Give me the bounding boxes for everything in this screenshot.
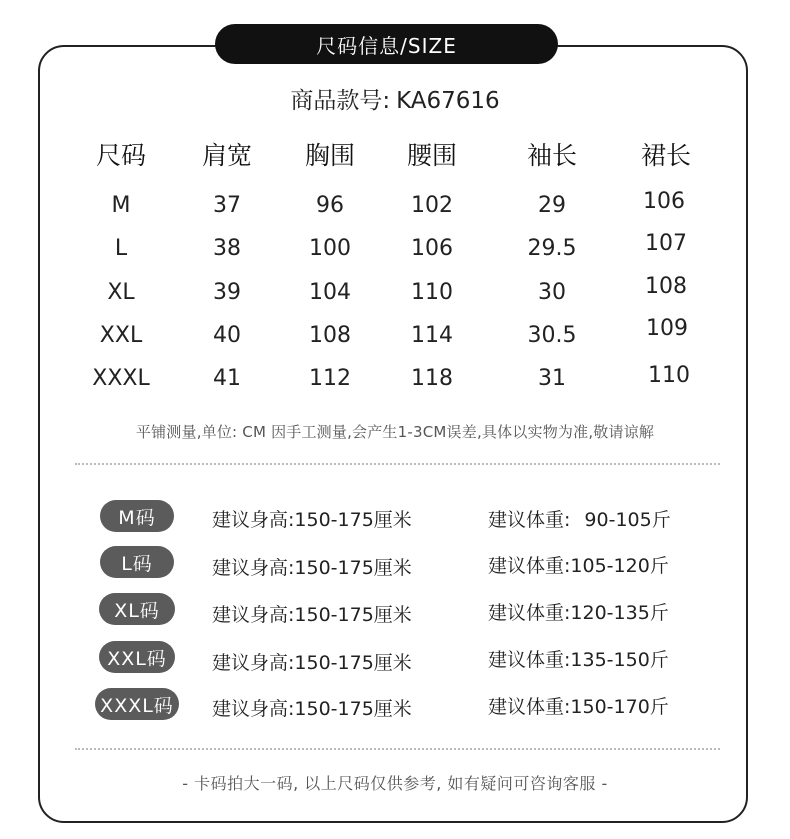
table-cell: M bbox=[111, 193, 131, 218]
table-cell: 109 bbox=[646, 316, 688, 341]
header-size: 尺码 bbox=[95, 141, 146, 170]
table-cell: 110 bbox=[648, 363, 690, 388]
size-badge: XXL码 bbox=[99, 641, 175, 673]
height-recommendation bbox=[212, 553, 412, 580]
table-cell: 108 bbox=[645, 274, 687, 299]
table-cell: 108 bbox=[309, 323, 351, 348]
table-cell: 40 bbox=[213, 323, 241, 348]
table-cell: 106 bbox=[411, 236, 453, 261]
weight-label: 建议体重: bbox=[488, 602, 571, 624]
size-badge: XL码 bbox=[99, 593, 175, 625]
weight-recommendation bbox=[488, 645, 669, 672]
height-value: 150-175厘米 bbox=[294, 604, 412, 626]
header-waist: 腰围 bbox=[406, 141, 457, 170]
height-value: 150-175厘米 bbox=[294, 557, 412, 579]
height-recommendation bbox=[212, 505, 412, 532]
weight-value: 135-150斤 bbox=[570, 649, 669, 671]
dotted-divider bbox=[75, 748, 720, 750]
table-cell: 100 bbox=[309, 236, 351, 261]
table-cell: XXXL bbox=[92, 366, 150, 391]
table-cell: 114 bbox=[411, 323, 453, 348]
table-cell: 37 bbox=[213, 193, 241, 218]
product-code-label: 商品款号: bbox=[290, 88, 391, 114]
table-cell: 106 bbox=[643, 189, 685, 214]
weight-label: 建议体重: bbox=[488, 696, 571, 718]
table-cell: 29.5 bbox=[527, 236, 577, 261]
table-cell: XL bbox=[107, 280, 135, 305]
height-label: 建议身高: bbox=[212, 604, 295, 626]
height-label: 建议身高: bbox=[212, 698, 295, 720]
table-cell: 96 bbox=[316, 193, 344, 218]
table-cell: 118 bbox=[411, 366, 453, 391]
product-code-line bbox=[0, 82, 790, 115]
table-cell: 104 bbox=[309, 280, 351, 305]
height-value: 150-175厘米 bbox=[294, 698, 412, 720]
height-recommendation bbox=[212, 694, 412, 721]
size-badge: M码 bbox=[100, 500, 174, 532]
header-shoulder: 肩宽 bbox=[201, 141, 252, 170]
header-skirt: 裙长 bbox=[640, 141, 691, 170]
measurement-note: 平铺测量,单位: CM 因手工测量,会产生1-3CM误差,具体以实物为准,敬请谅解 bbox=[135, 423, 655, 441]
height-recommendation bbox=[212, 600, 412, 627]
weight-recommendation bbox=[488, 551, 669, 578]
header-sleeve: 袖长 bbox=[526, 141, 577, 170]
weight-value: 120-135斤 bbox=[570, 602, 669, 624]
dotted-divider bbox=[75, 463, 720, 465]
height-value: 150-175厘米 bbox=[294, 509, 412, 531]
table-cell: 29 bbox=[538, 193, 566, 218]
height-label: 建议身高: bbox=[212, 652, 295, 674]
height-value: 150-175厘米 bbox=[294, 652, 412, 674]
weight-label: 建议体重: bbox=[488, 649, 571, 671]
table-cell: 31 bbox=[538, 366, 566, 391]
table-cell: 38 bbox=[213, 236, 241, 261]
table-cell: 102 bbox=[411, 193, 453, 218]
weight-label: 建议体重: bbox=[488, 509, 571, 531]
weight-recommendation bbox=[488, 692, 669, 719]
product-code-value: KA67616 bbox=[396, 88, 500, 114]
size-badge: L码 bbox=[100, 546, 174, 578]
table-cell: 110 bbox=[411, 280, 453, 305]
height-label: 建议身高: bbox=[212, 557, 295, 579]
height-label: 建议身高: bbox=[212, 509, 295, 531]
table-cell: 39 bbox=[213, 280, 241, 305]
size-badge: XXXL码 bbox=[95, 688, 179, 720]
table-cell: 41 bbox=[213, 366, 241, 391]
footer-note: - 卡码拍大一码, 以上尺码仅供参考, 如有疑问可咨询客服 - bbox=[182, 774, 608, 793]
table-cell: 112 bbox=[309, 366, 351, 391]
weight-recommendation bbox=[488, 505, 671, 532]
table-cell: XXL bbox=[99, 323, 143, 348]
table-cell: L bbox=[114, 236, 128, 261]
table-cell: 30 bbox=[538, 280, 566, 305]
weight-value: 150-170斤 bbox=[570, 696, 669, 718]
weight-recommendation bbox=[488, 598, 669, 625]
height-recommendation bbox=[212, 648, 412, 675]
table-cell: 30.5 bbox=[527, 323, 577, 348]
weight-value: 105-120斤 bbox=[570, 555, 669, 577]
page-title-text: 尺码信息/SIZE bbox=[316, 33, 457, 58]
page-title bbox=[215, 24, 558, 64]
table-cell: 107 bbox=[645, 231, 687, 256]
header-chest: 胸围 bbox=[304, 141, 355, 170]
weight-label: 建议体重: bbox=[488, 555, 571, 577]
weight-value: 90-105斤 bbox=[584, 509, 671, 531]
